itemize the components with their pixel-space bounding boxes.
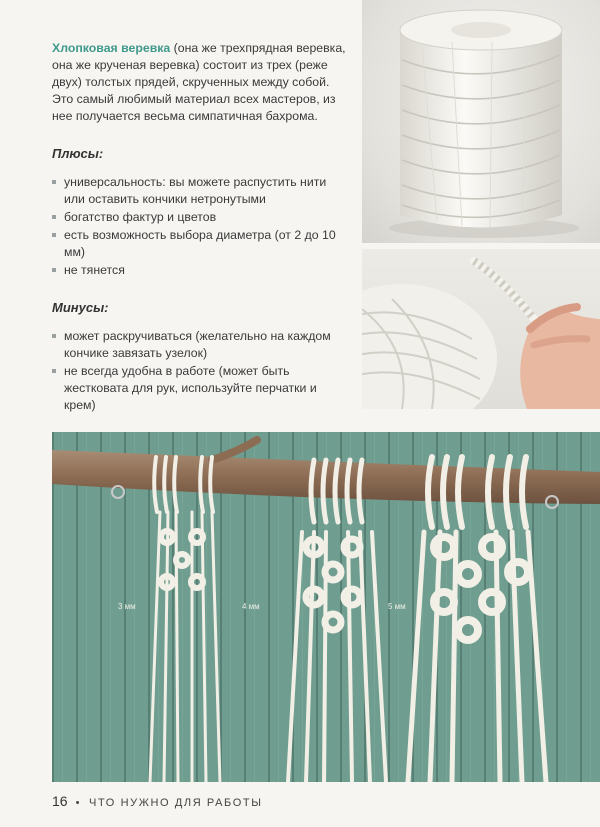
rope-spool-image [362, 0, 600, 243]
intro-text: (она же трехпрядная веревка, она же крученая веревка) состоит из трех (реже двух) толстых прядей, скрученных между собой. Это самый любимый материал всех мастеров, из нее получается весьма симпатичная бахрома. [52, 41, 346, 123]
cons-list [52, 328, 350, 414]
rope-hand-image [362, 249, 600, 409]
page-footer [52, 793, 263, 809]
macrame-samples-photo [52, 432, 600, 782]
pros-list [52, 174, 350, 279]
rope-hand-photo [362, 249, 600, 409]
pros-item: не тянется [52, 262, 350, 279]
intro-highlight: Хлопковая веревка [52, 41, 171, 55]
footer-separator: • [75, 797, 82, 809]
page-number: 16 [52, 793, 68, 809]
cons-item: может раскручиваться (желательно на каждом кончике завязать узелок) [52, 328, 350, 362]
size-label-4mm: 4 мм [242, 602, 260, 611]
pros-item: есть возможность выбора диаметра (от 2 до 10 мм) [52, 227, 350, 261]
text-column [52, 40, 350, 415]
cons-item: не всегда удобна в работе (может быть жестковата для рук, используйте перчатки и крем) [52, 363, 350, 414]
footer-section-title: ЧТО НУЖНО ДЛЯ РАБОТЫ [89, 797, 263, 809]
pros-item: универсальность: вы можете распустить нити или оставить кончики нетронутыми [52, 174, 350, 208]
intro-paragraph [52, 40, 350, 125]
pros-title: Плюсы: [52, 146, 104, 161]
size-label-3mm: 3 мм [118, 602, 136, 611]
size-label-5mm: 5 мм [388, 602, 406, 611]
rope-spool-photo [362, 0, 600, 243]
pros-item: богатство фактур и цветов [52, 209, 350, 226]
cons-title: Минусы: [52, 300, 109, 315]
